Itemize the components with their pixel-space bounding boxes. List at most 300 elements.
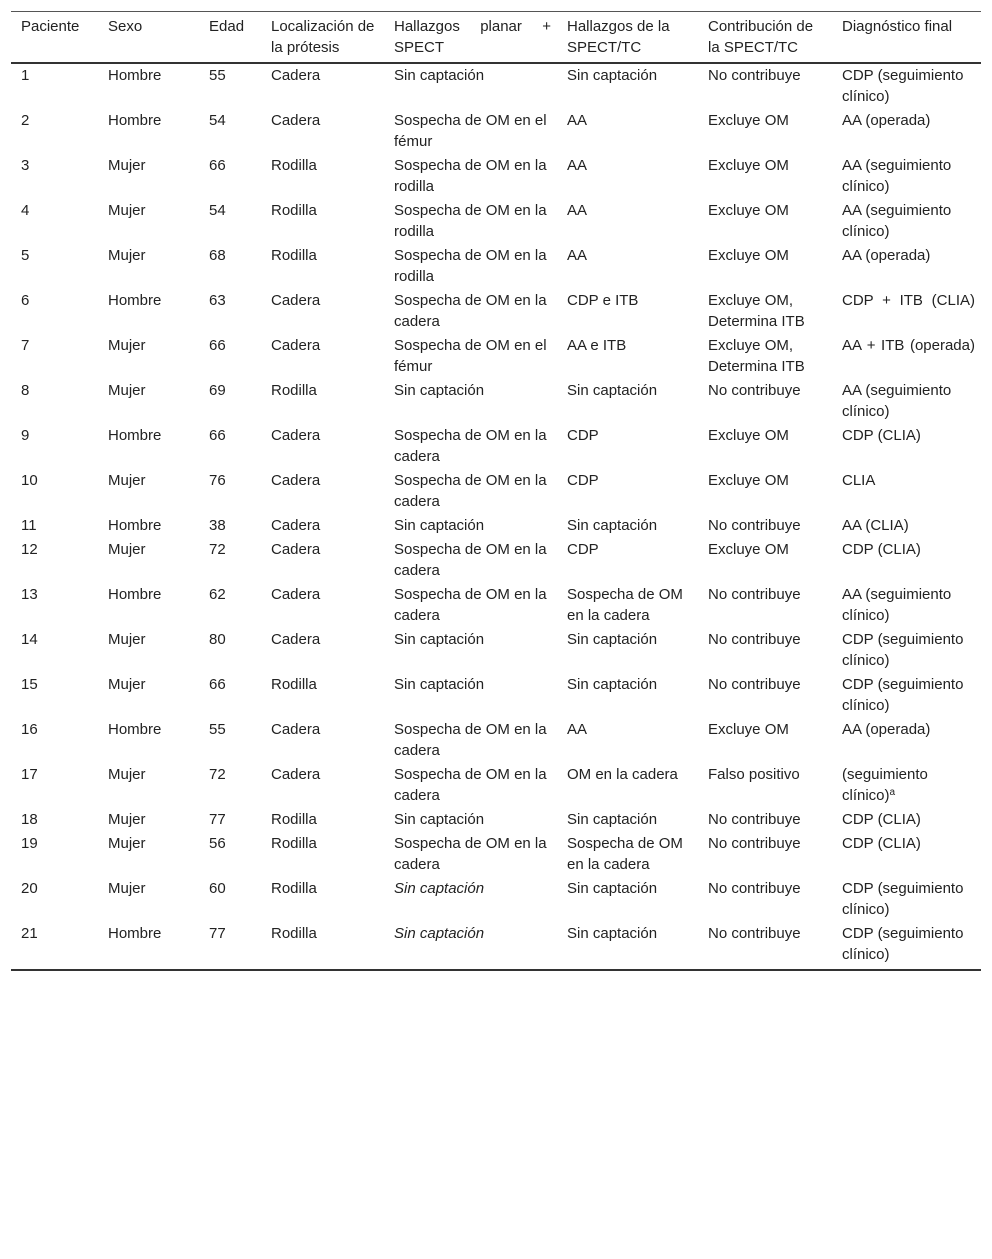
cell-sex (98, 378, 199, 423)
cell-final-diagnosis (832, 63, 981, 108)
cell-planar-spect-findings (384, 243, 557, 288)
cell-age (199, 63, 261, 108)
cell-text: Sin captación (567, 676, 658, 693)
cell-patient (11, 762, 98, 807)
cell-text: AA + ITB (operada) (842, 337, 975, 354)
cell-spect-ct-contribution (698, 717, 832, 762)
cell-spect-ct-contribution (698, 807, 832, 831)
table-row (11, 921, 981, 970)
cell-text: 76 (209, 472, 226, 489)
cell-text: CDP (567, 472, 599, 489)
cell-text: 72 (209, 541, 226, 558)
table-row (11, 717, 981, 762)
cell-spect-ct-findings (557, 762, 698, 807)
cell-planar-spect-findings (384, 333, 557, 378)
cell-text: Mujer (108, 631, 146, 648)
cell-text: No contribuye (708, 880, 801, 897)
cell-text: AA (567, 721, 588, 738)
cell-text: Hombre (108, 427, 162, 444)
cell-text: Sospecha de OM en la cadera (567, 586, 683, 624)
cell-sex (98, 288, 199, 333)
cell-text: CDP (seguimiento clínico) (842, 676, 964, 714)
table-row (11, 468, 981, 513)
cell-text: Cadera (271, 67, 321, 84)
cell-patient (11, 876, 98, 921)
cell-text: Sin captación (394, 631, 485, 648)
cell-age (199, 378, 261, 423)
cell-age (199, 672, 261, 717)
table-body (11, 63, 981, 970)
cell-planar-spect-findings (384, 108, 557, 153)
cell-text: Sin captación (394, 925, 485, 942)
cell-age (199, 807, 261, 831)
cell-prosthesis-location (261, 108, 384, 153)
cell-prosthesis-location (261, 831, 384, 876)
cell-text: 7 (21, 337, 30, 354)
cell-text: Hombre (108, 67, 162, 84)
table-row (11, 537, 981, 582)
cell-text: 56 (209, 835, 226, 852)
cell-spect-ct-findings (557, 672, 698, 717)
cell-text: Sospecha de OM en la cadera (394, 721, 547, 759)
cell-spect-ct-findings (557, 423, 698, 468)
cell-text: 80 (209, 631, 226, 648)
cell-text: AA (567, 202, 588, 219)
cell-text: Cadera (271, 292, 321, 309)
cell-spect-ct-contribution (698, 243, 832, 288)
cell-patient (11, 513, 98, 537)
cell-text: 12 (21, 541, 38, 558)
cell-text: Excluye OM (708, 157, 789, 174)
cell-text: 54 (209, 112, 226, 129)
cell-final-diagnosis (832, 762, 981, 807)
cell-age (199, 627, 261, 672)
cell-spect-ct-contribution (698, 108, 832, 153)
cell-text: Sin captación (567, 517, 658, 534)
header-spect-ct-contribution: Contribución de la SPECT/TC (708, 18, 814, 56)
cell-text: Hombre (108, 292, 162, 309)
cell-age (199, 921, 261, 970)
cell-text: 15 (21, 676, 38, 693)
cell-text: 13 (21, 586, 38, 603)
cell-text: Sin captación (567, 925, 658, 942)
cell-age (199, 423, 261, 468)
cell-spect-ct-findings (557, 288, 698, 333)
cell-text: Sospecha de OM en la cadera (394, 586, 547, 624)
cell-text: 77 (209, 925, 226, 942)
cell-patient (11, 108, 98, 153)
cell-text: CLIA (842, 472, 876, 489)
cell-text: Rodilla (271, 157, 317, 174)
cell-prosthesis-location (261, 672, 384, 717)
cell-text: Sin captación (394, 382, 485, 399)
cell-text: Sospecha de OM en la cadera (394, 427, 547, 465)
cell-text: Cadera (271, 427, 321, 444)
cell-prosthesis-location (261, 333, 384, 378)
cell-text: AA e ITB (567, 337, 627, 354)
cell-text: Sospecha de OM en la cadera (394, 541, 547, 579)
cell-text: Sin captación (567, 67, 658, 84)
cell-age (199, 537, 261, 582)
cell-text: Cadera (271, 472, 321, 489)
table-row (11, 582, 981, 627)
table-row (11, 513, 981, 537)
cell-spect-ct-findings (557, 537, 698, 582)
cell-final-diagnosis (832, 582, 981, 627)
cell-text: Mujer (108, 472, 146, 489)
cell-spect-ct-contribution (698, 378, 832, 423)
table-container (11, 11, 981, 971)
cell-text: Cadera (271, 586, 321, 603)
cell-text: 66 (209, 337, 226, 354)
cell-age (199, 831, 261, 876)
cell-text: Rodilla (271, 382, 317, 399)
table-header (11, 12, 981, 64)
cell-sex (98, 831, 199, 876)
cell-patient (11, 468, 98, 513)
cell-planar-spect-findings (384, 63, 557, 108)
cell-text: Sin captación (394, 880, 485, 897)
cell-text: 72 (209, 766, 226, 783)
cell-final-diagnosis (832, 108, 981, 153)
cell-final-diagnosis (832, 513, 981, 537)
cell-sex (98, 333, 199, 378)
table-row (11, 672, 981, 717)
cell-planar-spect-findings (384, 378, 557, 423)
cell-text: Rodilla (271, 676, 317, 693)
cell-text: Hombre (108, 517, 162, 534)
cell-text: AA (seguimiento clínico) (842, 382, 952, 420)
cell-text: CDP (seguimiento clínico) (842, 67, 964, 105)
cell-text: Excluye OM (708, 472, 789, 489)
cell-sex (98, 468, 199, 513)
cell-final-diagnosis (832, 672, 981, 717)
cell-age (199, 468, 261, 513)
cell-text: CDP (CLIA) (842, 427, 921, 444)
table-row (11, 807, 981, 831)
cell-planar-spect-findings (384, 423, 557, 468)
cell-prosthesis-location (261, 537, 384, 582)
cell-prosthesis-location (261, 921, 384, 970)
patients-table (11, 11, 981, 971)
cell-spect-ct-findings (557, 717, 698, 762)
cell-final-diagnosis (832, 153, 981, 198)
cell-prosthesis-location (261, 807, 384, 831)
cell-text: Sin captación (394, 811, 485, 828)
cell-prosthesis-location (261, 378, 384, 423)
header-prosthesis-location: Localización de la prótesis (271, 18, 375, 56)
cell-planar-spect-findings (384, 807, 557, 831)
cell-sex (98, 423, 199, 468)
cell-spect-ct-findings (557, 333, 698, 378)
cell-spect-ct-contribution (698, 333, 832, 378)
cell-final-diagnosis (832, 198, 981, 243)
cell-text: Cadera (271, 517, 321, 534)
cell-text: CDP (CLIA) (842, 811, 921, 828)
cell-text: No contribuye (708, 925, 801, 942)
cell-text: CDP (567, 427, 599, 444)
cell-text: Sin captación (567, 382, 658, 399)
cell-sex (98, 63, 199, 108)
table-row (11, 831, 981, 876)
cell-text: Sospecha de OM en la rodilla (394, 247, 547, 285)
cell-text: 2 (21, 112, 30, 129)
cell-text: 66 (209, 427, 226, 444)
cell-spect-ct-findings (557, 378, 698, 423)
table-row (11, 333, 981, 378)
cell-text: No contribuye (708, 382, 801, 399)
cell-text: 11 (21, 517, 37, 534)
cell-text: CDP (seguimiento clínico) (842, 880, 964, 918)
cell-planar-spect-findings (384, 198, 557, 243)
table-row (11, 378, 981, 423)
cell-text: 17 (21, 766, 38, 783)
cell-text: Sin captación (394, 676, 485, 693)
cell-patient (11, 333, 98, 378)
header-planar-spect-findings: Hallazgos planar + SPECT (394, 18, 551, 56)
cell-age (199, 876, 261, 921)
cell-planar-spect-findings (384, 288, 557, 333)
cell-text: 68 (209, 247, 226, 264)
cell-text: 1 (21, 67, 30, 84)
cell-spect-ct-findings (557, 63, 698, 108)
cell-text: Cadera (271, 337, 321, 354)
table-row (11, 288, 981, 333)
table-row (11, 153, 981, 198)
cell-text: 6 (21, 292, 30, 309)
cell-planar-spect-findings (384, 921, 557, 970)
cell-text: Sin captación (567, 631, 658, 648)
cell-text: CDP (CLIA) (842, 541, 921, 558)
cell-text: CDP e ITB (567, 292, 639, 309)
cell-text: AA (operada) (842, 721, 931, 738)
cell-text: Sin captación (394, 517, 485, 534)
cell-final-diagnosis (832, 717, 981, 762)
cell-text: 8 (21, 382, 30, 399)
cell-planar-spect-findings (384, 762, 557, 807)
cell-text: Mujer (108, 835, 146, 852)
cell-patient (11, 627, 98, 672)
cell-text: No contribuye (708, 67, 801, 84)
cell-spect-ct-contribution (698, 153, 832, 198)
cell-spect-ct-findings (557, 468, 698, 513)
cell-patient (11, 153, 98, 198)
cell-prosthesis-location (261, 468, 384, 513)
cell-prosthesis-location (261, 423, 384, 468)
cell-text: No contribuye (708, 676, 801, 693)
cell-text: Hombre (108, 586, 162, 603)
cell-age (199, 243, 261, 288)
cell-spect-ct-contribution (698, 423, 832, 468)
cell-text: 63 (209, 292, 226, 309)
table-row (11, 63, 981, 108)
cell-text: Mujer (108, 337, 146, 354)
cell-prosthesis-location (261, 243, 384, 288)
cell-planar-spect-findings (384, 831, 557, 876)
cell-text: 16 (21, 721, 38, 738)
cell-text: Cadera (271, 541, 321, 558)
cell-spect-ct-contribution (698, 63, 832, 108)
cell-age (199, 333, 261, 378)
cell-text: 19 (21, 835, 38, 852)
cell-text: Sospecha de OM en la cadera (394, 472, 547, 510)
cell-prosthesis-location (261, 63, 384, 108)
cell-sex (98, 672, 199, 717)
cell-spect-ct-findings (557, 153, 698, 198)
cell-text: CDP (CLIA) (842, 835, 921, 852)
cell-text: Sin captación (394, 67, 485, 84)
cell-patient (11, 831, 98, 876)
cell-text: 55 (209, 721, 226, 738)
cell-spect-ct-contribution (698, 672, 832, 717)
cell-spect-ct-findings (557, 243, 698, 288)
table-row (11, 423, 981, 468)
cell-final-diagnosis (832, 921, 981, 970)
cell-text: (seguimiento clínico) (842, 766, 928, 804)
cell-text: AA (567, 157, 588, 174)
cell-text: Cadera (271, 112, 321, 129)
cell-text: Excluye OM (708, 721, 789, 738)
cell-text: Sospecha de OM en la cadera (394, 766, 547, 804)
cell-text: Excluye OM, Determina ITB (708, 337, 805, 375)
cell-text: Mujer (108, 811, 146, 828)
cell-spect-ct-contribution (698, 468, 832, 513)
cell-text: AA (567, 247, 588, 264)
cell-text: Mujer (108, 202, 146, 219)
cell-text: Sospecha de OM en la cadera (394, 835, 547, 873)
cell-text: 66 (209, 157, 226, 174)
cell-spect-ct-contribution (698, 288, 832, 333)
cell-text: Mujer (108, 880, 146, 897)
cell-planar-spect-findings (384, 513, 557, 537)
cell-prosthesis-location (261, 717, 384, 762)
cell-sex (98, 921, 199, 970)
cell-final-diagnosis (832, 378, 981, 423)
cell-sex (98, 198, 199, 243)
cell-spect-ct-contribution (698, 513, 832, 537)
cell-text: No contribuye (708, 586, 801, 603)
cell-text: 21 (21, 925, 38, 942)
table-row (11, 198, 981, 243)
cell-planar-spect-findings (384, 582, 557, 627)
cell-final-diagnosis (832, 468, 981, 513)
cell-text: 38 (209, 517, 226, 534)
cell-spect-ct-contribution (698, 831, 832, 876)
cell-spect-ct-contribution (698, 921, 832, 970)
cell-final-diagnosis (832, 807, 981, 831)
cell-age (199, 198, 261, 243)
cell-text: Hombre (108, 925, 162, 942)
cell-prosthesis-location (261, 876, 384, 921)
cell-text: AA (CLIA) (842, 517, 909, 534)
cell-text: Mujer (108, 676, 146, 693)
cell-text: Sospecha de OM en el fémur (394, 337, 547, 375)
cell-sex (98, 108, 199, 153)
cell-age (199, 717, 261, 762)
cell-text: Sospecha de OM en la rodilla (394, 202, 547, 240)
cell-text: Mujer (108, 247, 146, 264)
cell-patient (11, 378, 98, 423)
cell-spect-ct-contribution (698, 198, 832, 243)
header-age: Edad (209, 18, 245, 35)
cell-text: 77 (209, 811, 226, 828)
cell-text: 60 (209, 880, 226, 897)
cell-patient (11, 243, 98, 288)
cell-sex (98, 243, 199, 288)
cell-planar-spect-findings (384, 717, 557, 762)
cell-patient (11, 672, 98, 717)
cell-age (199, 153, 261, 198)
cell-patient (11, 582, 98, 627)
cell-sex (98, 627, 199, 672)
cell-text: Rodilla (271, 247, 317, 264)
cell-text: Excluye OM (708, 541, 789, 558)
cell-text: 69 (209, 382, 226, 399)
cell-patient (11, 63, 98, 108)
cell-spect-ct-findings (557, 831, 698, 876)
cell-text: 9 (21, 427, 30, 444)
cell-text: Excluye OM (708, 112, 789, 129)
header-spect-ct-findings: Hallazgos de la SPECT/TC (567, 18, 670, 56)
cell-final-diagnosis (832, 876, 981, 921)
cell-text: 20 (21, 880, 38, 897)
cell-age (199, 582, 261, 627)
cell-planar-spect-findings (384, 672, 557, 717)
cell-text: CDP (seguimiento clínico) (842, 631, 964, 669)
cell-text: Excluye OM (708, 202, 789, 219)
cell-text: Rodilla (271, 835, 317, 852)
cell-spect-ct-contribution (698, 537, 832, 582)
cell-spect-ct-findings (557, 198, 698, 243)
cell-prosthesis-location (261, 582, 384, 627)
table-row (11, 627, 981, 672)
cell-text: Cadera (271, 766, 321, 783)
cell-text: Excluye OM (708, 427, 789, 444)
cell-prosthesis-location (261, 513, 384, 537)
table-row (11, 876, 981, 921)
header-sex: Sexo (108, 18, 143, 35)
cell-text: Mujer (108, 541, 146, 558)
cell-spect-ct-findings (557, 582, 698, 627)
cell-spect-ct-findings (557, 807, 698, 831)
cell-final-diagnosis (832, 831, 981, 876)
cell-text: AA (seguimiento clínico) (842, 202, 952, 240)
cell-text: 66 (209, 676, 226, 693)
cell-text: Sospecha de OM en la rodilla (394, 157, 547, 195)
cell-text: AA (seguimiento clínico) (842, 586, 952, 624)
cell-text: Cadera (271, 631, 321, 648)
cell-text: Mujer (108, 382, 146, 399)
cell-spect-ct-findings (557, 513, 698, 537)
cell-text: Mujer (108, 157, 146, 174)
cell-text: No contribuye (708, 811, 801, 828)
cell-final-diagnosis (832, 537, 981, 582)
cell-planar-spect-findings (384, 468, 557, 513)
cell-text: Sospecha de OM en la cadera (567, 835, 683, 873)
cell-text: Rodilla (271, 202, 317, 219)
cell-spect-ct-findings (557, 627, 698, 672)
cell-age (199, 513, 261, 537)
cell-text: CDP (567, 541, 599, 558)
cell-patient (11, 423, 98, 468)
cell-patient (11, 537, 98, 582)
cell-spect-ct-contribution (698, 582, 832, 627)
cell-text: Rodilla (271, 811, 317, 828)
cell-prosthesis-location (261, 762, 384, 807)
cell-spect-ct-contribution (698, 762, 832, 807)
header-row (11, 12, 981, 64)
cell-prosthesis-location (261, 288, 384, 333)
